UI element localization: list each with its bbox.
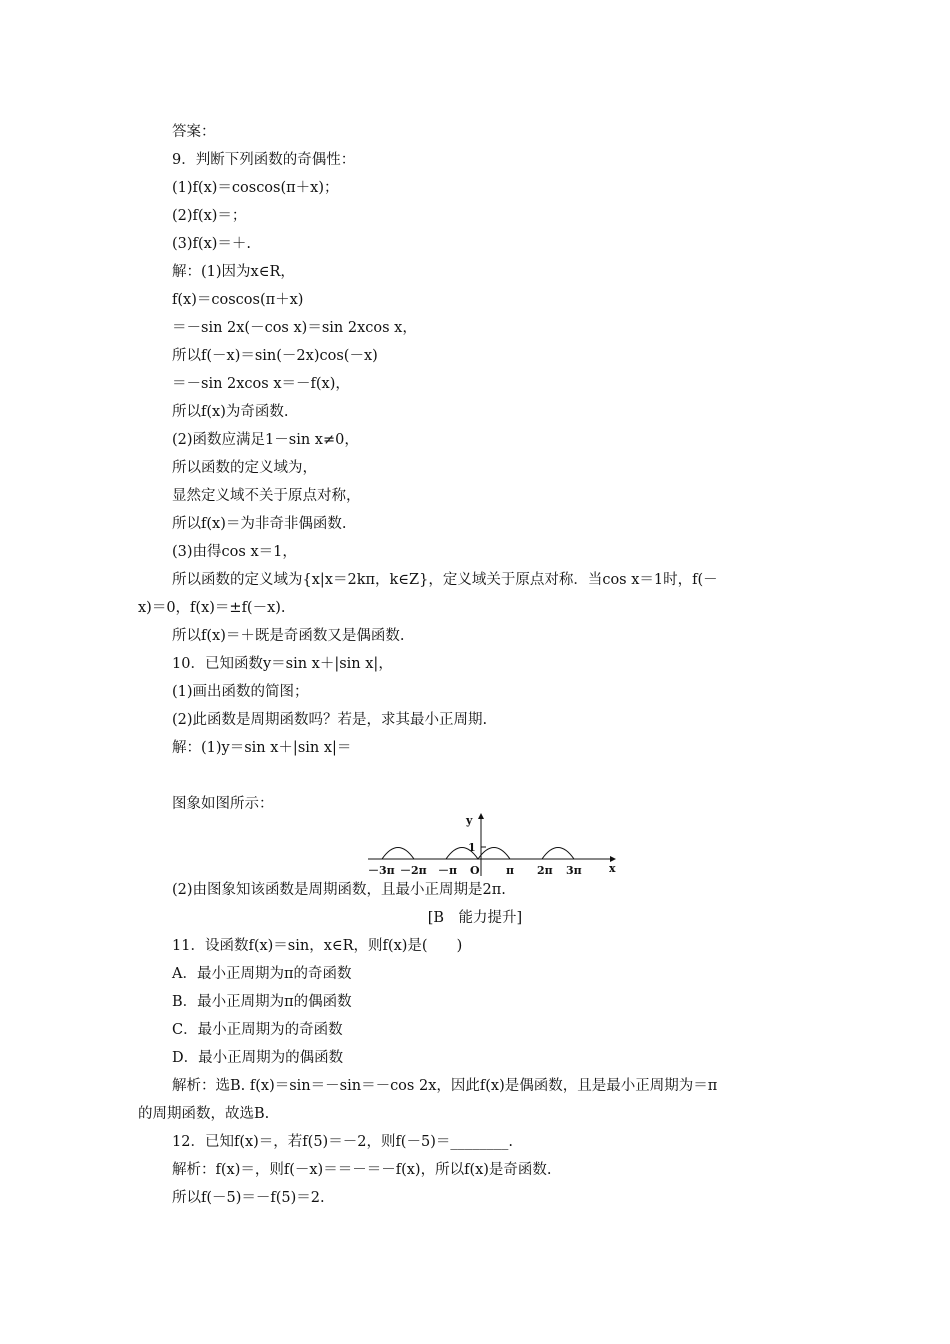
q9-solution-line: (2)函数应满足1－sin x≠0，	[172, 432, 359, 448]
q11-option-c: C．最小正周期为的奇函数	[172, 1022, 343, 1038]
x-tick-label: 2π	[537, 864, 553, 877]
x-tick-label: 3π	[566, 864, 582, 877]
sine-abs-graph	[360, 812, 620, 878]
q12-title: 12．已知f(x)＝，若f(5)＝－2，则f(－5)＝________.	[172, 1134, 513, 1150]
q9-solution-line: 所以函数的定义域为，	[172, 460, 317, 476]
q11-option-d: D．最小正周期为的偶函数	[172, 1050, 344, 1066]
q11-analysis-line: 解析：选B. f(x)＝sin＝－sin＝－cos 2x，因此f(x)是偶函数，且是最小正周期为＝π	[172, 1078, 718, 1094]
q10-part2: (2)此函数是周期函数吗？若是，求其最小正周期.	[172, 712, 488, 728]
q10-part1: (1)画出函数的简图；	[172, 684, 309, 700]
section-heading: [B 能力提升]	[427, 910, 523, 926]
q11-title: 11．设函数f(x)＝sin，x∈R，则f(x)是( )	[172, 938, 463, 954]
q9-part2: (2)f(x)＝；	[172, 208, 247, 224]
answer-heading: 答案：	[172, 124, 216, 140]
x-tick-label: π	[506, 864, 515, 877]
q9-solution-line: 解：(1)因为x∈R，	[172, 264, 295, 280]
q9-solution-line: 所以f(x)＝为非奇非偶函数.	[172, 516, 347, 532]
q9-part1: (1)f(x)＝coscos(π＋x)；	[172, 180, 339, 196]
y-unit-label: 1	[468, 841, 476, 854]
x-tick-label: －π	[438, 864, 458, 877]
q9-solution-line: (3)由得cos x＝1，	[172, 544, 297, 560]
q9-solution-line: 所以f(x)＝＋既是奇函数又是偶函数.	[172, 628, 405, 644]
q9-solution-line: f(x)＝coscos(π＋x)	[172, 292, 304, 308]
q10-solution-part2: (2)由图象知该函数是周期函数，且最小正周期是2π.	[172, 882, 506, 898]
y-axis-arrow	[478, 813, 484, 819]
q11-analysis-line: 的周期函数，故选B.	[138, 1106, 270, 1122]
q10-solution-line: 解：(1)y＝sin x＋|sin x|＝	[172, 740, 352, 756]
q9-solution-line: 显然定义域不关于原点对称，	[172, 488, 361, 504]
q9-part3: (3)f(x)＝＋.	[172, 236, 252, 252]
q12-analysis-line: 所以f(－5)＝－f(5)＝2.	[172, 1190, 325, 1206]
q9-solution-line: ＝－sin 2xcos x＝－f(x)，	[172, 376, 350, 392]
q9-title: 9．判断下列函数的奇偶性：	[172, 152, 356, 168]
q11-option-a: A．最小正周期为π的奇函数	[172, 966, 352, 982]
q9-solution-line: x)＝0，f(x)＝±f(－x).	[138, 600, 286, 616]
x-axis-label: x	[609, 862, 616, 875]
origin-label: O	[470, 864, 480, 877]
graph-curve	[368, 848, 604, 860]
q9-solution-line: 所以f(－x)＝sin(－2x)cos(－x)	[172, 348, 378, 364]
q9-solution-line: 所以f(x)为奇函数.	[172, 404, 289, 420]
q10-title: 10．已知函数y＝sin x＋|sin x|，	[172, 656, 393, 672]
q10-graph-caption: 图象如图所示：	[172, 796, 274, 812]
x-tick-label: －2π	[400, 864, 427, 877]
x-tick-label: －3π	[368, 864, 395, 877]
q9-solution-line: 所以函数的定义域为{x|x＝2kπ，k∈Z}，定义域关于原点对称．当cos x＝1时，f(－	[172, 572, 718, 588]
y-axis-label: y	[466, 814, 473, 827]
q9-solution-line: ＝－sin 2x(－cos x)＝sin 2xcos x，	[172, 320, 417, 336]
q12-analysis-line: 解析：f(x)＝，则f(－x)＝＝－＝－f(x)，所以f(x)是奇函数.	[172, 1162, 552, 1178]
q11-option-b: B．最小正周期为π的偶函数	[172, 994, 352, 1010]
